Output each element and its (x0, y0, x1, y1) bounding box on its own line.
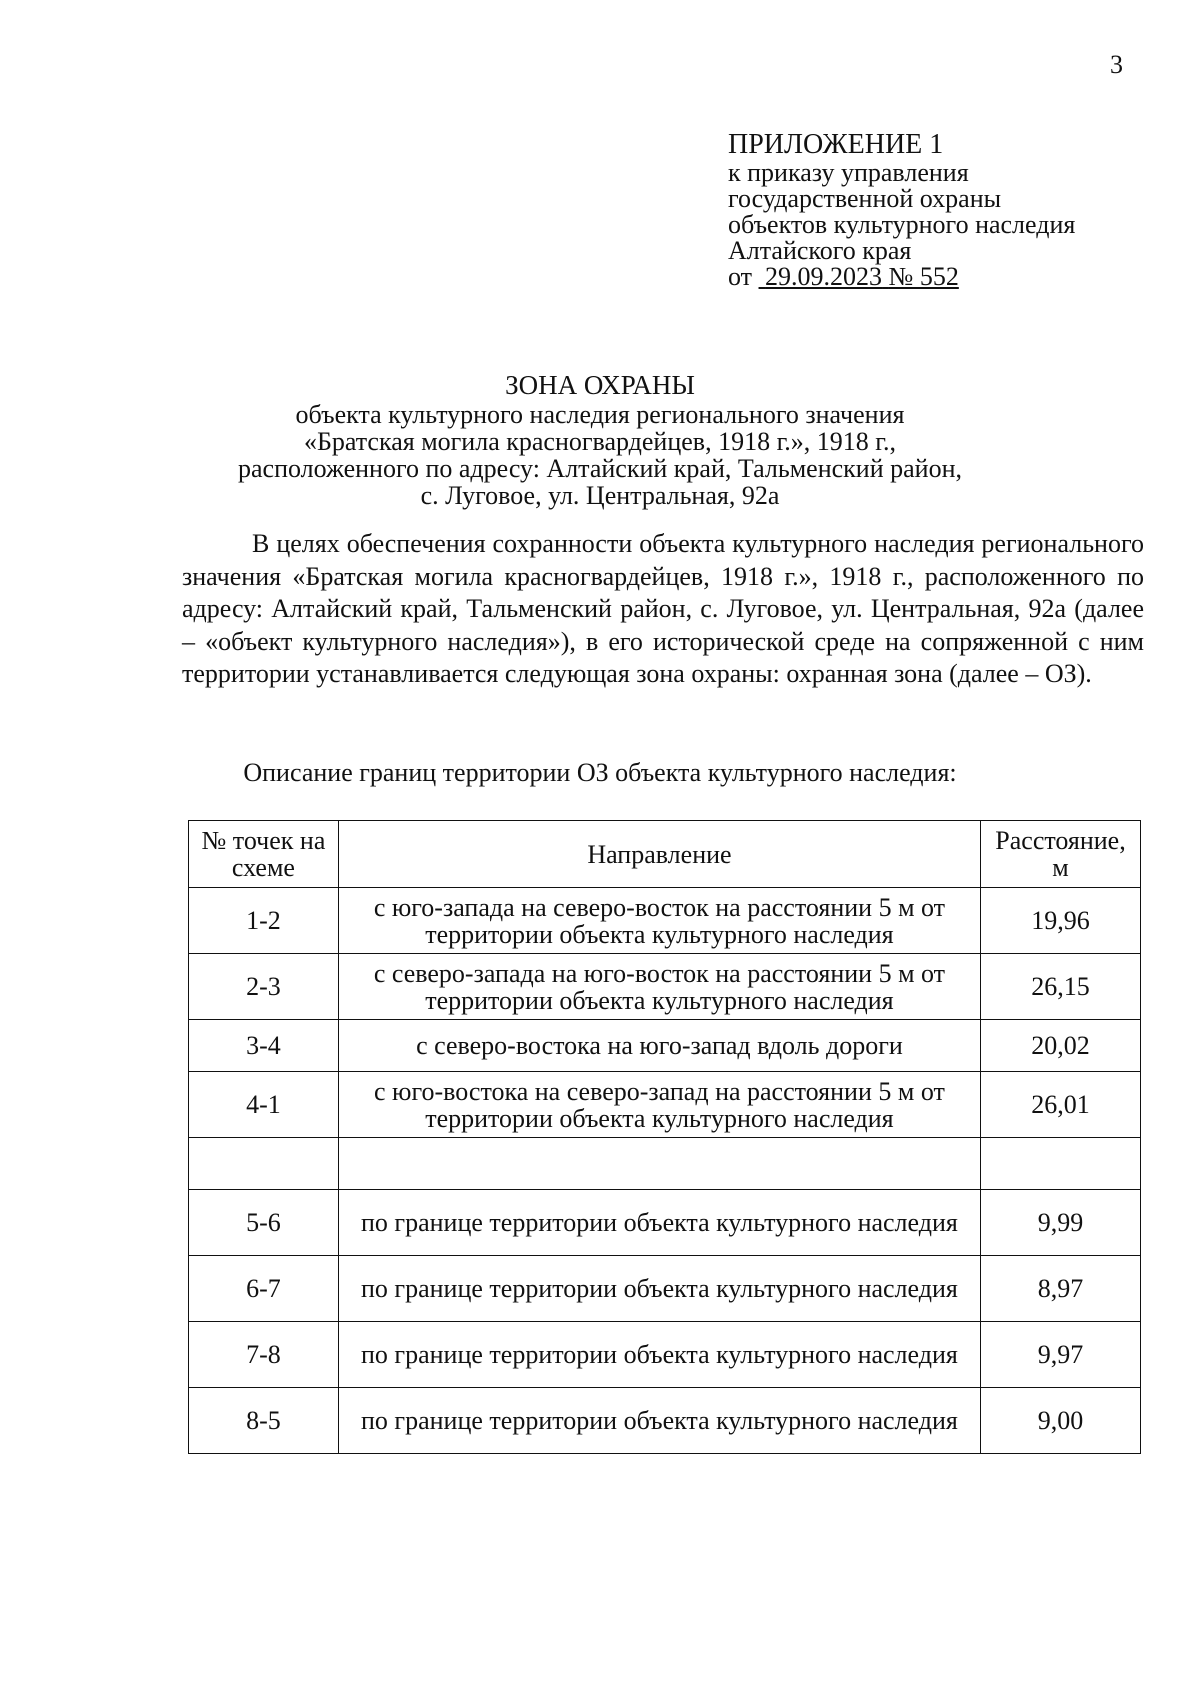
cell-distance: 9,97 (981, 1322, 1141, 1388)
cell-distance: 26,15 (981, 954, 1141, 1020)
appendix-line: к приказу управления (728, 158, 969, 187)
cell-direction: с северо-запада на юго-восток на расстоянии 5 м от территории объекта культурного наследия (338, 954, 980, 1020)
cell-points: 6-7 (189, 1256, 339, 1322)
cell-direction: с юго-запада на северо-восток на расстоянии 5 м от территории объекта культурного наследия (338, 888, 980, 954)
table-row (189, 1190, 1141, 1256)
table-row (189, 888, 1141, 954)
cell-direction: по границе территории объекта культурного наследия (338, 1190, 980, 1256)
table-row (189, 1020, 1141, 1072)
document-heading (0, 372, 1200, 509)
heading-line: «Братская могила красногвардейцев, 1918 г.», 1918 г., (303, 427, 897, 456)
appendix-line: Алтайского края (728, 236, 912, 265)
table-row (189, 1322, 1141, 1388)
cell-points: 4-1 (189, 1072, 339, 1138)
order-date: 29.09.2023 (765, 262, 883, 291)
cell-distance: 26,01 (981, 1072, 1141, 1138)
order-prefix: от (728, 262, 753, 291)
header-points: № точек на схеме (189, 821, 339, 888)
cell-points: 3-4 (189, 1020, 339, 1072)
cell-distance: 9,99 (981, 1190, 1141, 1256)
body-paragraph: В целях обеспечения сохранности объекта культурного наследия регионального значения «Братская могила красногвардейцев, 1918 г.», 1918 г., расположенного по адресу: Алтайский край, Тальменский район, с. Луговое, ул. Центральная, 92а (далее – «объект культурного наследия»), в его исторической среде на сопряженной с ним территории устанавливается следующая зона охраны: охранная зона (далее – ОЗ). (182, 529, 1144, 688)
cell-points: 2-3 (189, 954, 339, 1020)
heading-line: с. Луговое, ул. Центральная, 92а (420, 481, 780, 510)
appendix-title: ПРИЛОЖЕНИЕ 1 (728, 129, 944, 160)
cell-direction: по границе территории объекта культурного наследия (338, 1322, 980, 1388)
header-direction: Направление (338, 821, 980, 888)
cell-distance: 20,02 (981, 1020, 1141, 1072)
appendix-line: государственной охраны (728, 184, 1002, 213)
table-row (189, 1072, 1141, 1138)
appendix-block (728, 129, 1076, 291)
appendix-line: объектов культурного наследия (728, 210, 1076, 239)
cell-distance: 19,96 (981, 888, 1141, 954)
page-number: 3 (1110, 50, 1123, 79)
cell-distance: 9,00 (981, 1388, 1141, 1454)
cell-distance (981, 1138, 1141, 1190)
table-row-empty (189, 1138, 1141, 1190)
cell-points: 5-6 (189, 1190, 339, 1256)
table-caption: Описание границ территории ОЗ объекта культурного наследия: (243, 758, 957, 787)
order-line (728, 264, 1075, 290)
heading-line: объекта культурного наследия регионального значения (295, 400, 905, 429)
table-header-row (189, 821, 1141, 888)
cell-points (189, 1138, 339, 1190)
table-row (189, 954, 1141, 1020)
boundary-table (188, 820, 1141, 1454)
heading-line: расположенного по адресу: Алтайский край, Тальменский район, (237, 454, 962, 483)
cell-direction: с северо-востока на юго-запад вдоль дороги (338, 1020, 980, 1072)
table-row (189, 1388, 1141, 1454)
table-row (189, 1256, 1141, 1322)
order-date-number (759, 262, 959, 291)
header-distance: Расстояние, м (981, 821, 1141, 888)
cell-points: 7-8 (189, 1322, 339, 1388)
cell-direction (338, 1138, 980, 1190)
cell-direction: с юго-востока на северо-запад на расстоянии 5 м от территории объекта культурного наследия (338, 1072, 980, 1138)
cell-direction: по границе территории объекта культурного наследия (338, 1388, 980, 1454)
cell-points: 1-2 (189, 888, 339, 954)
cell-points: 8-5 (189, 1388, 339, 1454)
cell-distance: 8,97 (981, 1256, 1141, 1322)
cell-direction: по границе территории объекта культурного наследия (338, 1256, 980, 1322)
document-title: ЗОНА ОХРАНЫ (505, 370, 695, 400)
order-number: № 552 (888, 262, 959, 291)
